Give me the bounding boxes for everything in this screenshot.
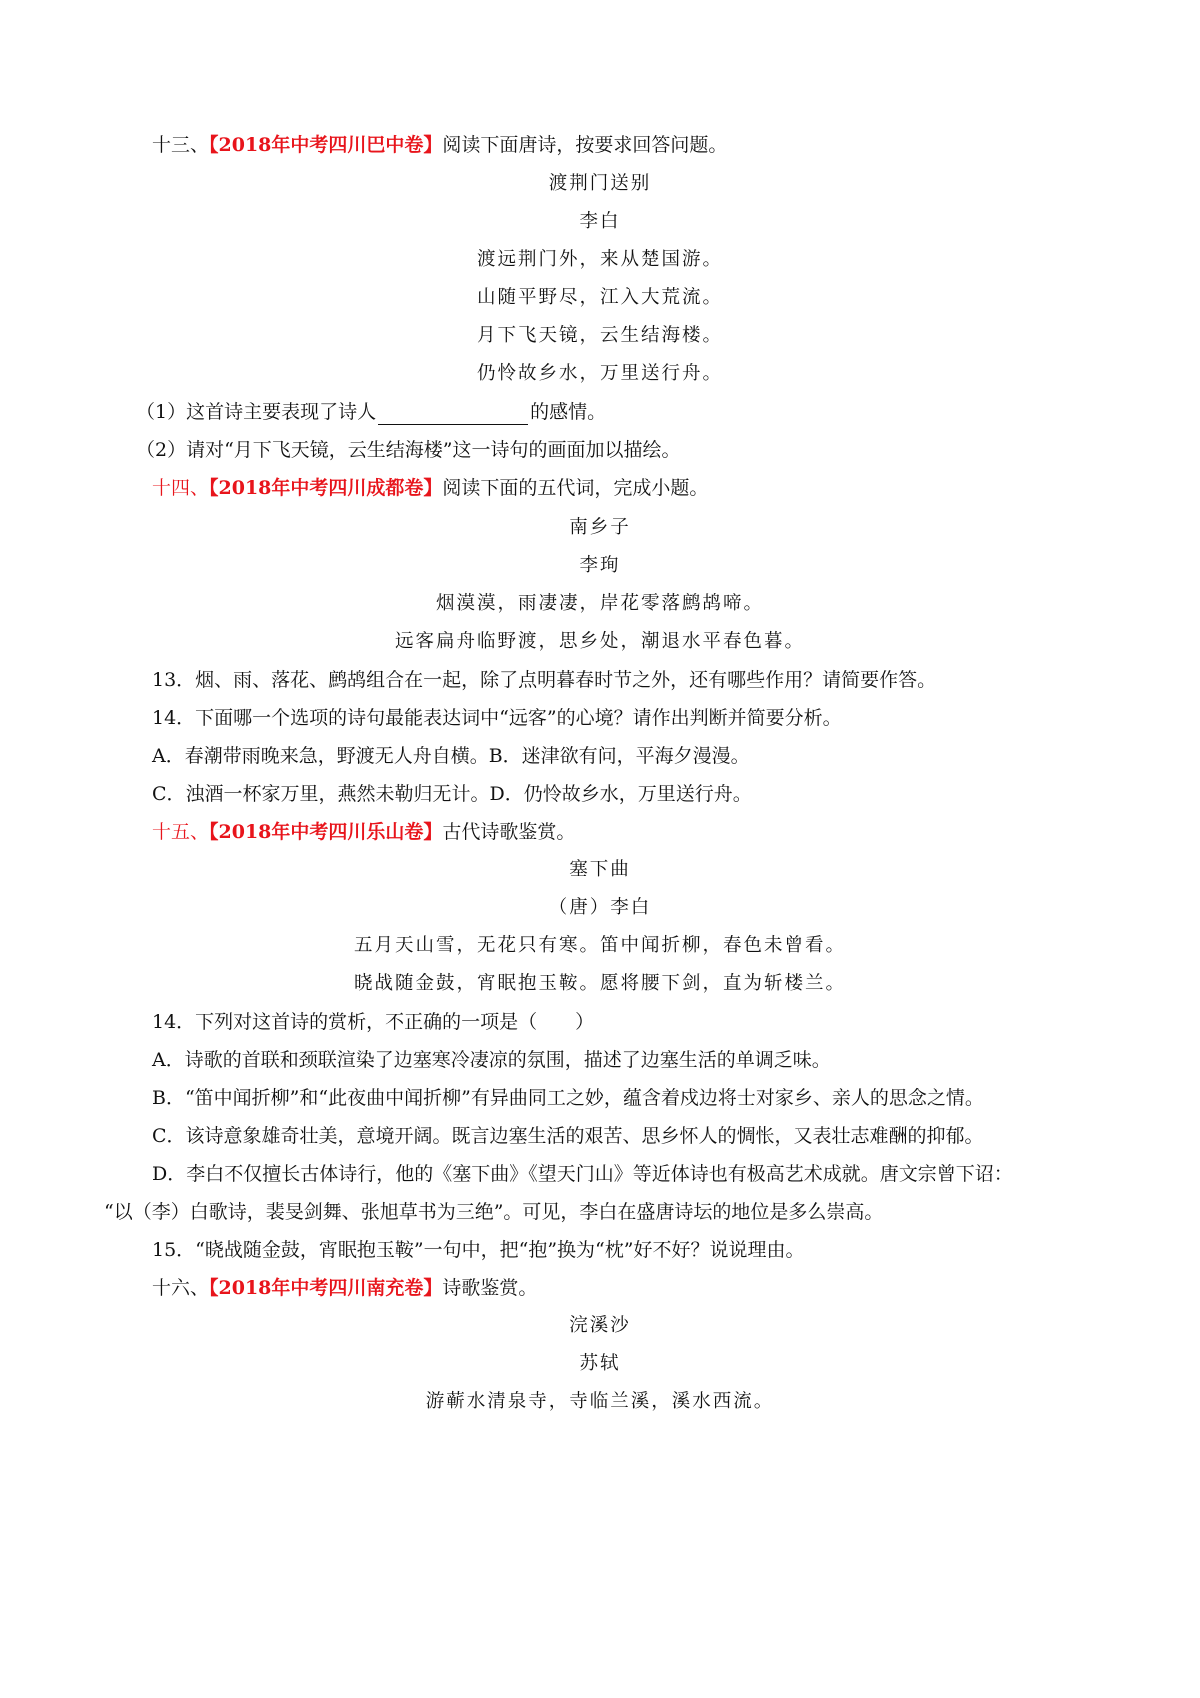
q14-question-13: 13．烟、雨、落花、鹧鸪组合在一起，除了点明暮春时节之外，还有哪些作用？请简要作答。 [152,669,937,691]
q15-option-c: C．该诗意象雄奇壮美，意境开阔。既言边塞生活的艰苦、思乡怀人的惆怅，又表壮志难酬的抑郁。 [152,1125,984,1147]
q16-number: 十六、 [152,1277,210,1299]
q13-poem-line: 月下飞天镜，云生结海楼。 [476,325,723,346]
q16-heading [152,1275,537,1301]
q13-poem-line: 仍怜故乡水，万里送行舟。 [476,363,723,384]
q13-number: 十三、 [152,134,210,156]
q14-poem-title: 南乡子 [569,517,631,538]
q14-heading [152,475,708,501]
q13-sub2: （2）请对“月下飞天镜，云生结海楼”这一诗句的画面加以描绘。 [136,439,681,461]
q16-source: 【2018年中考四川南充卷】 [209,1277,443,1299]
q13-instruction: 阅读下面唐诗，按要求回答问题。 [442,134,728,156]
q13-sub1-suffix: 的感情。 [530,401,607,423]
q13-heading [152,132,727,158]
q15-option-d-line1: D．李白不仅擅长古体诗行，他的《塞下曲》《望天门山》等近体诗也有极高艺术成就。唐文宗曾下诏： [152,1163,1013,1185]
q14-options-ab: A．春潮带雨晚来急，野渡无人舟自横。B．迷津欲有问，平海夕漫漫。 [152,745,750,767]
q13-poem-line: 渡远荆门外，来从楚国游。 [476,249,723,270]
q14-poem-line: 远客扁舟临野渡，思乡处，潮退水平春色暮。 [394,631,805,652]
q13-poem-title: 渡荆门送别 [548,173,652,194]
q16-instruction: 诗歌鉴赏。 [442,1277,538,1299]
q14-poem-line: 烟漠漠，雨凄凄，岸花零落鹧鸪啼。 [435,593,764,614]
q15-source: 【2018年中考四川乐山卷】 [209,821,443,843]
q15-option-b: B．“笛中闻折柳”和“此夜曲中闻折柳”有异曲同工之妙，蕴含着戍边将士对家乡、亲人的思念之情。 [152,1087,984,1109]
q15-poem-line: 晓战随金鼓，宵眠抱玉鞍。愿将腰下剑，直为斩楼兰。 [353,973,846,994]
q14-poem-author: 李珣 [579,555,621,576]
q13-source: 【2018年中考四川巴中卷】 [209,134,443,156]
q14-source: 【2018年中考四川成都卷】 [209,477,443,499]
q13-poem-author: 李白 [579,211,621,232]
q15-question-14: 14．下列对这首诗的赏析，不正确的一项是（ ） [152,1011,595,1033]
q14-options-cd: C．浊酒一杯家万里，燕然未勒归无计。D．仍怜故乡水，万里送行舟。 [152,783,752,805]
answer-blank[interactable] [378,404,528,425]
q15-option-a: A．诗歌的首联和颈联渲染了边塞寒冷凄凉的氛围，描述了边塞生活的单调乏味。 [152,1049,831,1071]
q13-sub1 [136,399,606,425]
q14-question-14: 14．下面哪一个选项的诗句最能表达词中“远客”的心境？请作出判断并简要分析。 [152,707,842,729]
q16-poem-line: 游蕲水清泉寺，寺临兰溪，溪水西流。 [425,1391,775,1412]
q16-poem-author: 苏轼 [579,1353,621,1374]
q15-poem-title: 塞下曲 [569,859,631,880]
q15-question-15: 15．“晓战随金鼓，宵眠抱玉鞍”一句中，把“抱”换为“枕”好不好？说说理由。 [152,1239,805,1261]
q16-poem-title: 浣溪沙 [569,1315,631,1336]
q15-poem-line: 五月天山雪，无花只有寒。笛中闻折柳，春色未曾看。 [353,935,846,956]
q13-sub1-prefix: （1）这首诗主要表现了诗人 [136,401,377,423]
q15-option-d-line2: “以（李）白歌诗，裴旻剑舞、张旭草书为三绝”。可见，李白在盛唐诗坛的地位是多么崇高。 [104,1201,884,1223]
q15-poem-author: （唐）李白 [548,897,652,918]
q13-poem-line: 山随平野尽，江入大荒流。 [476,287,723,308]
q15-number: 十五、 [152,821,210,843]
q14-number: 十四、 [152,477,210,499]
q15-instruction: 古代诗歌鉴赏。 [442,821,576,843]
q14-instruction: 阅读下面的五代词，完成小题。 [442,477,709,499]
q15-heading [152,819,575,845]
